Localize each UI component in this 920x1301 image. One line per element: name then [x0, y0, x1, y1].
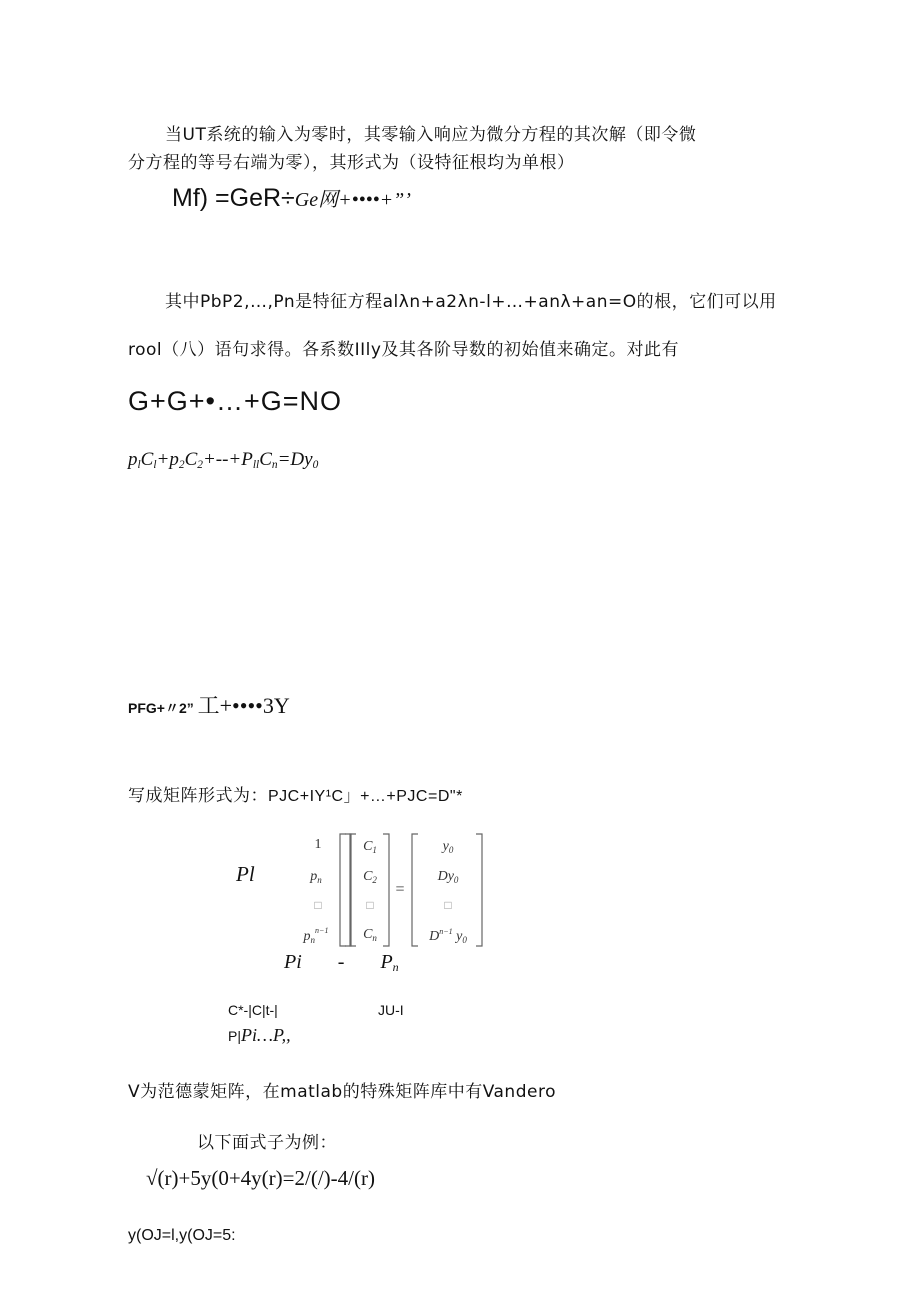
paragraph-intro-line1: 当UT系统的输入为零时，其零输入响应为微分方程的其次解（即令微 — [165, 125, 697, 145]
bracket-right — [476, 834, 482, 946]
term-c: C — [140, 449, 154, 470]
matrix-cell: $p_n^{n-1}$ — [303, 926, 329, 945]
term-sub: 2 — [178, 458, 185, 471]
formula-zero-input-response — [172, 183, 411, 213]
matrix-cell: □ — [314, 898, 322, 912]
paragraph-text: 写成矩阵形式为： — [128, 786, 268, 806]
term-p: p — [169, 449, 179, 470]
formula-fragment-c: C*-|C|t-| — [228, 1002, 278, 1018]
vandermonde-matrix-equation — [236, 828, 496, 953]
matrix-equals: = — [395, 881, 405, 898]
matrix-cell: □ — [366, 898, 374, 912]
term-sub: 0 — [312, 458, 319, 471]
bracket-left — [340, 834, 346, 946]
formula-initial-conditions: y(OJ=l,y(OJ=5: — [128, 1227, 236, 1244]
matrix-cell: □ — [444, 898, 452, 912]
formula-part: Pi…P,, — [240, 1025, 291, 1045]
formula-fragment-ju: JU-I — [378, 1002, 404, 1018]
paragraph-intro-line2: 分方程的等号右端为零），其形式为（设特征根均为单根） — [128, 153, 575, 173]
formula-fragment-p — [228, 1025, 291, 1046]
formula-main: Mf) =GeR÷ — [172, 184, 295, 212]
matrix-cell: $D^{n-1}$ $y_0$ — [429, 927, 467, 945]
label-dash: - — [337, 951, 345, 973]
matrix-cell: $Dy_0$ — [437, 869, 459, 885]
label-pn-sub: n — [392, 960, 399, 974]
matrix-cell: $C_2$ — [363, 869, 377, 885]
formula-part: 工+••••3Y — [197, 693, 290, 718]
formula-coefficient-sum: G+G+•…+G=NO — [128, 386, 343, 416]
formula-part: P| — [228, 1028, 241, 1044]
term-sub: l — [137, 458, 141, 471]
term-rhs: =Dy — [277, 449, 313, 470]
matrix-left-label: Pl — [236, 862, 255, 886]
matrix-cell: 1 — [314, 837, 322, 852]
term-c: C — [259, 449, 272, 470]
term-p: P — [241, 449, 253, 470]
term-sub: 2 — [197, 458, 203, 471]
formula-part: PFG+〃2” — [128, 700, 194, 716]
matrix-cell: $p_n$ — [310, 869, 322, 885]
term-plus: + — [156, 449, 170, 470]
matrix-cell: $C_1$ — [363, 839, 377, 855]
formula-derivative-sum — [128, 449, 318, 471]
term-sub: l — [153, 458, 157, 471]
paragraph-roots-line2: rool（八）语句求得。各系数IIly及其各阶导数的初始值来确定。对此有 — [128, 340, 679, 360]
term-c: C — [184, 449, 198, 470]
bracket-left — [412, 834, 418, 946]
formula-example-ode: √(r)+5y(0+4y(r)=2/(/)-4/(r) — [146, 1166, 375, 1190]
formula-tail: Ge网+••••+”’ — [294, 189, 411, 211]
term-ellipsis: +--+ — [202, 449, 242, 470]
term-sub: n — [271, 458, 278, 471]
paragraph-matrix-form — [128, 781, 463, 806]
matrix-cell: $y_0$ — [442, 839, 454, 855]
inline-equation: PJC+IY¹C」+…+PJC=D"* — [268, 788, 463, 805]
bracket-right — [383, 834, 389, 946]
label-pn: P — [380, 951, 393, 973]
label-pi: Pi — [284, 951, 302, 973]
matrix-under-labels — [284, 951, 399, 975]
paragraph-vandermonde: V为范德蒙矩阵，在matlab的特殊矩阵库中有Vandero — [128, 1082, 556, 1102]
term-sub: ll — [252, 458, 260, 471]
formula-higher-order-sum — [128, 689, 290, 720]
paragraph-example-intro: 以下面式子为例： — [197, 1133, 337, 1153]
paragraph-roots-line1: 其中PbP2,…,Pn是特征方程alλn+a2λn-l+…+anλ+an=O的根，它们可以用 — [165, 292, 777, 312]
matrix-cell: $C_n$ — [363, 927, 377, 943]
term-p: p — [128, 449, 138, 470]
